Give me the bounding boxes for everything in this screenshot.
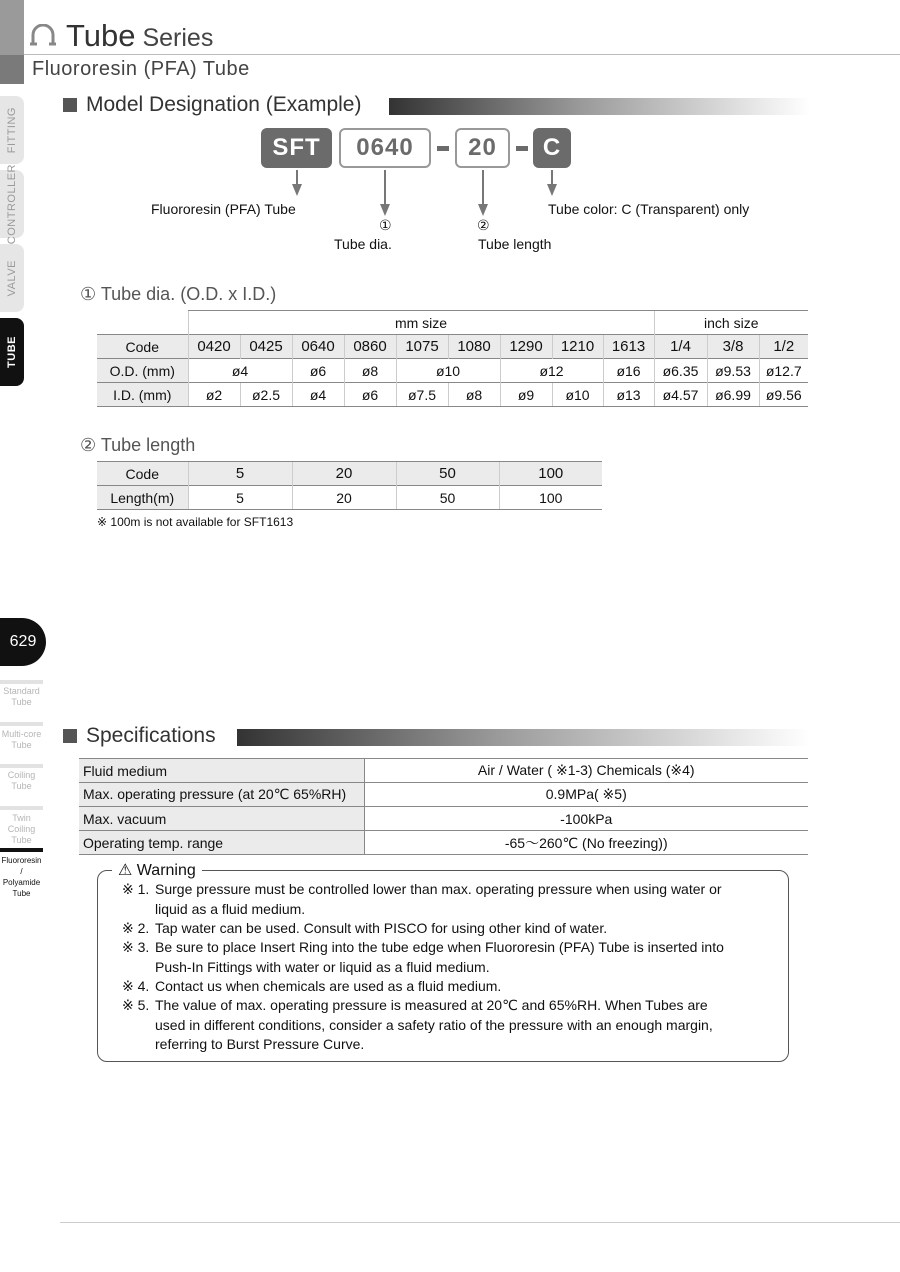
specifications-heading: Specifications	[86, 724, 216, 747]
row-label: O.D. (mm)	[97, 359, 188, 383]
row-label: Code	[97, 335, 188, 359]
label-fluororesin-tube: Fluororesin (PFA) Tube	[151, 201, 296, 217]
row-label: I.D. (mm)	[97, 383, 188, 407]
warning-item: ※ 5. The value of max. operating pressure is measured at 20℃ and 65%RH. When Tubes are used in different conditions, consider a safety ratio of the pressure with an enough margin, referring to Burst Pressure Curve.	[122, 997, 713, 1052]
category-twin-coiling-tube[interactable]: Twin Coiling Tube	[7, 813, 36, 845]
table-row	[79, 831, 808, 855]
code-tube-length: 20	[455, 128, 510, 168]
category-standard-tube[interactable]: Standard Tube	[3, 686, 40, 707]
code-cell: 0640	[292, 335, 344, 359]
table-row	[97, 462, 602, 486]
code-cell: 0420	[188, 335, 240, 359]
model-designation-heading: Model Designation (Example)	[86, 93, 362, 116]
category-fluororesin-tube[interactable]: Fluororesin / Polyamide Tube	[1, 856, 42, 898]
length-cell: 50	[396, 486, 499, 510]
tube-icon	[30, 24, 56, 46]
code-cell: 3/8	[707, 335, 759, 359]
tube-dia-table	[97, 310, 808, 407]
footer-divider	[60, 1222, 900, 1223]
id-cell: ø8	[448, 383, 500, 407]
spec-key: Max. vacuum	[79, 807, 364, 831]
tube-length-note: ※ 100m is not available for SFT1613	[97, 515, 294, 529]
label-tube-dia: Tube dia.	[334, 236, 392, 252]
page-number: 629	[0, 618, 46, 666]
row-label: Code	[97, 462, 188, 486]
code-cell: 0425	[240, 335, 292, 359]
tab-valve[interactable]: VALVE	[0, 244, 24, 312]
id-cell: ø4	[292, 383, 344, 407]
od-cell: ø6.35	[654, 359, 707, 383]
page-subtitle: Fluororesin (PFA) Tube	[32, 58, 250, 80]
code-cell: 1/2	[759, 335, 808, 359]
category-divider	[0, 722, 43, 726]
id-cell: ø7.5	[396, 383, 448, 407]
category-divider	[0, 680, 43, 684]
table-row	[79, 783, 808, 807]
spec-value: -100kPa	[364, 807, 808, 831]
category-divider	[0, 806, 43, 810]
od-cell: ø9.53	[707, 359, 759, 383]
tube-length-table	[97, 461, 602, 510]
section-heading-bar	[237, 729, 810, 746]
od-cell: ø12	[500, 359, 603, 383]
id-cell: ø10	[552, 383, 603, 407]
tube-length-heading: ② Tube length	[80, 435, 196, 455]
row-label: Length(m)	[97, 486, 188, 510]
category-multi-core-tube[interactable]: Multi-core Tube	[1, 729, 42, 750]
od-cell: ø4	[188, 359, 292, 383]
code-cell: 1075	[396, 335, 448, 359]
tab-tube[interactable]: TUBE	[0, 318, 24, 386]
id-cell: ø4.57	[654, 383, 707, 407]
od-cell: ø8	[344, 359, 396, 383]
code-cell: 0860	[344, 335, 396, 359]
od-cell: ø6	[292, 359, 344, 383]
code-cell: 100	[499, 462, 602, 486]
od-cell: ø16	[603, 359, 654, 383]
table-row	[97, 486, 602, 510]
label-tube-length: Tube length	[478, 236, 552, 252]
spec-key: Operating temp. range	[79, 831, 364, 855]
warning-item: ※ 1. Surge pressure must be controlled lower than max. operating pressure when using water or liquid as a fluid medium.	[122, 881, 722, 917]
warning-title: ⚠ Warning	[112, 860, 202, 880]
category-coiling-tube[interactable]: Coiling Tube	[7, 770, 36, 791]
marker-1: ①	[379, 217, 392, 233]
code-cell: 50	[396, 462, 499, 486]
table-row	[97, 359, 808, 383]
code-cell: 1290	[500, 335, 552, 359]
header-divider	[24, 54, 900, 55]
code-cell: 1080	[448, 335, 500, 359]
spec-value: Air / Water ( ※1-3) Chemicals (※4)	[364, 759, 808, 783]
code-tube-dia: 0640	[339, 128, 431, 168]
category-divider-active	[0, 848, 43, 852]
code-cell: 1210	[552, 335, 603, 359]
spec-value: 0.9MPa( ※5)	[364, 783, 808, 807]
spec-key: Fluid medium	[79, 759, 364, 783]
header-side-bar-lower	[0, 55, 24, 84]
id-cell: ø2.5	[240, 383, 292, 407]
mm-size-header: mm size	[188, 311, 654, 335]
tab-controller[interactable]: CONTROLLER	[0, 170, 24, 238]
arrow-down-icon	[292, 184, 302, 196]
code-cell: 5	[188, 462, 292, 486]
section-heading-bar	[389, 98, 810, 115]
warning-item: ※ 4. Contact us when chemicals are used as a fluid medium.	[122, 978, 502, 994]
category-divider	[0, 764, 43, 768]
length-cell: 20	[292, 486, 396, 510]
id-cell: ø6.99	[707, 383, 759, 407]
od-cell: ø12.7	[759, 359, 808, 383]
inch-size-header: inch size	[654, 311, 808, 335]
id-cell: ø9.56	[759, 383, 808, 407]
length-cell: 100	[499, 486, 602, 510]
tab-fitting[interactable]: FITTING	[0, 96, 24, 164]
code-cell: 1613	[603, 335, 654, 359]
warning-item: ※ 3. Be sure to place Insert Ring into the tube edge when Fluororesin (PFA) Tube is inserted into Push-In Fittings with water or liquid as a fluid medium.	[122, 939, 724, 975]
code-separator	[437, 146, 449, 151]
table-row	[79, 759, 808, 783]
arrow-line	[296, 170, 298, 184]
code-series: SFT	[261, 128, 332, 168]
arrow-line	[384, 170, 386, 204]
arrow-down-icon	[547, 184, 557, 196]
table-row	[79, 807, 808, 831]
marker-2: ②	[477, 217, 490, 233]
id-cell: ø6	[344, 383, 396, 407]
section-marker	[63, 729, 77, 743]
od-cell: ø10	[396, 359, 500, 383]
table-row	[97, 311, 808, 335]
length-cell: 5	[188, 486, 292, 510]
code-tube-color: C	[533, 128, 571, 168]
warning-item: ※ 2. Tap water can be used. Consult with PISCO for using other kind of water.	[122, 920, 608, 936]
section-marker	[63, 98, 77, 112]
id-cell: ø2	[188, 383, 240, 407]
specifications-table	[79, 758, 808, 855]
code-separator	[516, 146, 528, 151]
arrow-line	[482, 170, 484, 204]
arrow-line	[551, 170, 553, 184]
id-cell: ø9	[500, 383, 552, 407]
code-cell: 20	[292, 462, 396, 486]
series-title: Tube Series	[66, 18, 214, 53]
code-cell: 1/4	[654, 335, 707, 359]
table-row	[97, 383, 808, 407]
arrow-down-icon	[478, 204, 488, 216]
table-row	[97, 335, 808, 359]
label-tube-color: Tube color: C (Transparent) only	[548, 201, 750, 217]
spec-key: Max. operating pressure (at 20℃ 65%RH)	[79, 783, 364, 807]
spec-value: -65～260℃ (No freezing))	[364, 831, 808, 855]
id-cell: ø13	[603, 383, 654, 407]
arrow-down-icon	[380, 204, 390, 216]
tube-dia-heading: ① Tube dia. (O.D. x I.D.)	[80, 284, 277, 304]
